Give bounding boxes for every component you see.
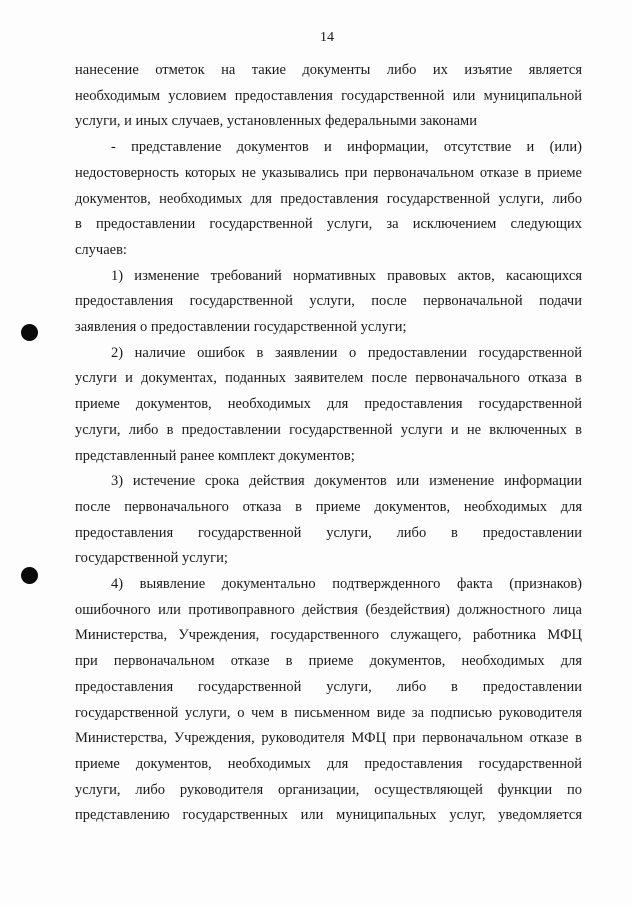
text-line: 3) истечение срока действия документов или изменение информации (111, 473, 582, 490)
text-line: приеме документов, необходимых для предоставления государственной (75, 755, 582, 772)
paragraph-continuation (75, 58, 582, 135)
paragraph-item-3 (75, 469, 582, 572)
text-line: предоставления государственной услуги, либо в предоставлении (75, 524, 582, 541)
text-line: услуги, и иных случаев, установленных федеральными законами (75, 113, 477, 130)
text-line: 4) выявление документально подтвержденного факта (признаков) (111, 576, 582, 593)
text-line: Министерства, Учреждения, государственного служащего, работника МФЦ (75, 627, 582, 644)
text-line: случаев: (75, 241, 127, 258)
text-line: заявления о предоставлении государственной услуги; (75, 319, 407, 336)
text-line: предоставления государственной услуги, после первоначальной подачи (75, 293, 582, 310)
page-number: 14 (320, 30, 334, 45)
text-line: государственной услуги; (75, 550, 228, 567)
text-line: приеме документов, необходимых для предоставления государственной (75, 396, 582, 413)
text-line: - представление документов и информации, отсутствие и (или) (111, 139, 582, 156)
paragraph-dash-item (75, 135, 582, 264)
text-line: документов, необходимых для предоставления государственной услуги, либо (75, 190, 582, 207)
text-line: нанесение отметок на такие документы либо их изъятие является (75, 62, 582, 78)
binder-hole-mark (21, 567, 38, 584)
text-line: ошибочного или противоправного действия (бездействия) должностного лица (75, 601, 582, 618)
text-line: 1) изменение требований нормативных правовых актов, касающихся (111, 267, 582, 284)
paragraph-item-1 (75, 264, 582, 341)
text-line: Министерства, Учреждения, руководителя МФЦ при первоначальном отказе в (75, 730, 582, 747)
paragraph-item-4 (75, 572, 582, 829)
text-line: предоставления государственной услуги, либо в предоставлении (75, 678, 582, 695)
text-line: государственной услуги, о чем в письменном виде за подписью руководителя (75, 704, 582, 721)
text-line: необходимым условием предоставления государственной или муниципальной (75, 87, 582, 104)
text-line: представленный ранее комплект документов; (75, 447, 355, 464)
text-line: представлению государственных или муниципальных услуг, уведомляется (75, 807, 582, 824)
text-line: в предоставлении государственной услуги, за исключением следующих (75, 216, 582, 233)
text-line: после первоначального отказа в приеме документов, необходимых для (75, 498, 582, 515)
text-line: услуги и документах, поданных заявителем после первоначального отказа в (75, 370, 582, 387)
text-line: услуги, либо руководителя организации, осуществляющей функции по (75, 781, 582, 798)
binder-hole-mark (21, 324, 38, 341)
text-line: 2) наличие ошибок в заявлении о предоставлении государственной (111, 344, 582, 361)
text-line: при первоначальном отказе в приеме документов, необходимых для (75, 653, 582, 670)
text-line: услуги, либо в предоставлении государственной услуги и не включенных в (75, 421, 582, 438)
document-body (75, 58, 582, 829)
paragraph-item-2 (75, 341, 582, 470)
text-line: недостоверность которых не указывались при первоначальном отказе в приеме (75, 164, 582, 181)
